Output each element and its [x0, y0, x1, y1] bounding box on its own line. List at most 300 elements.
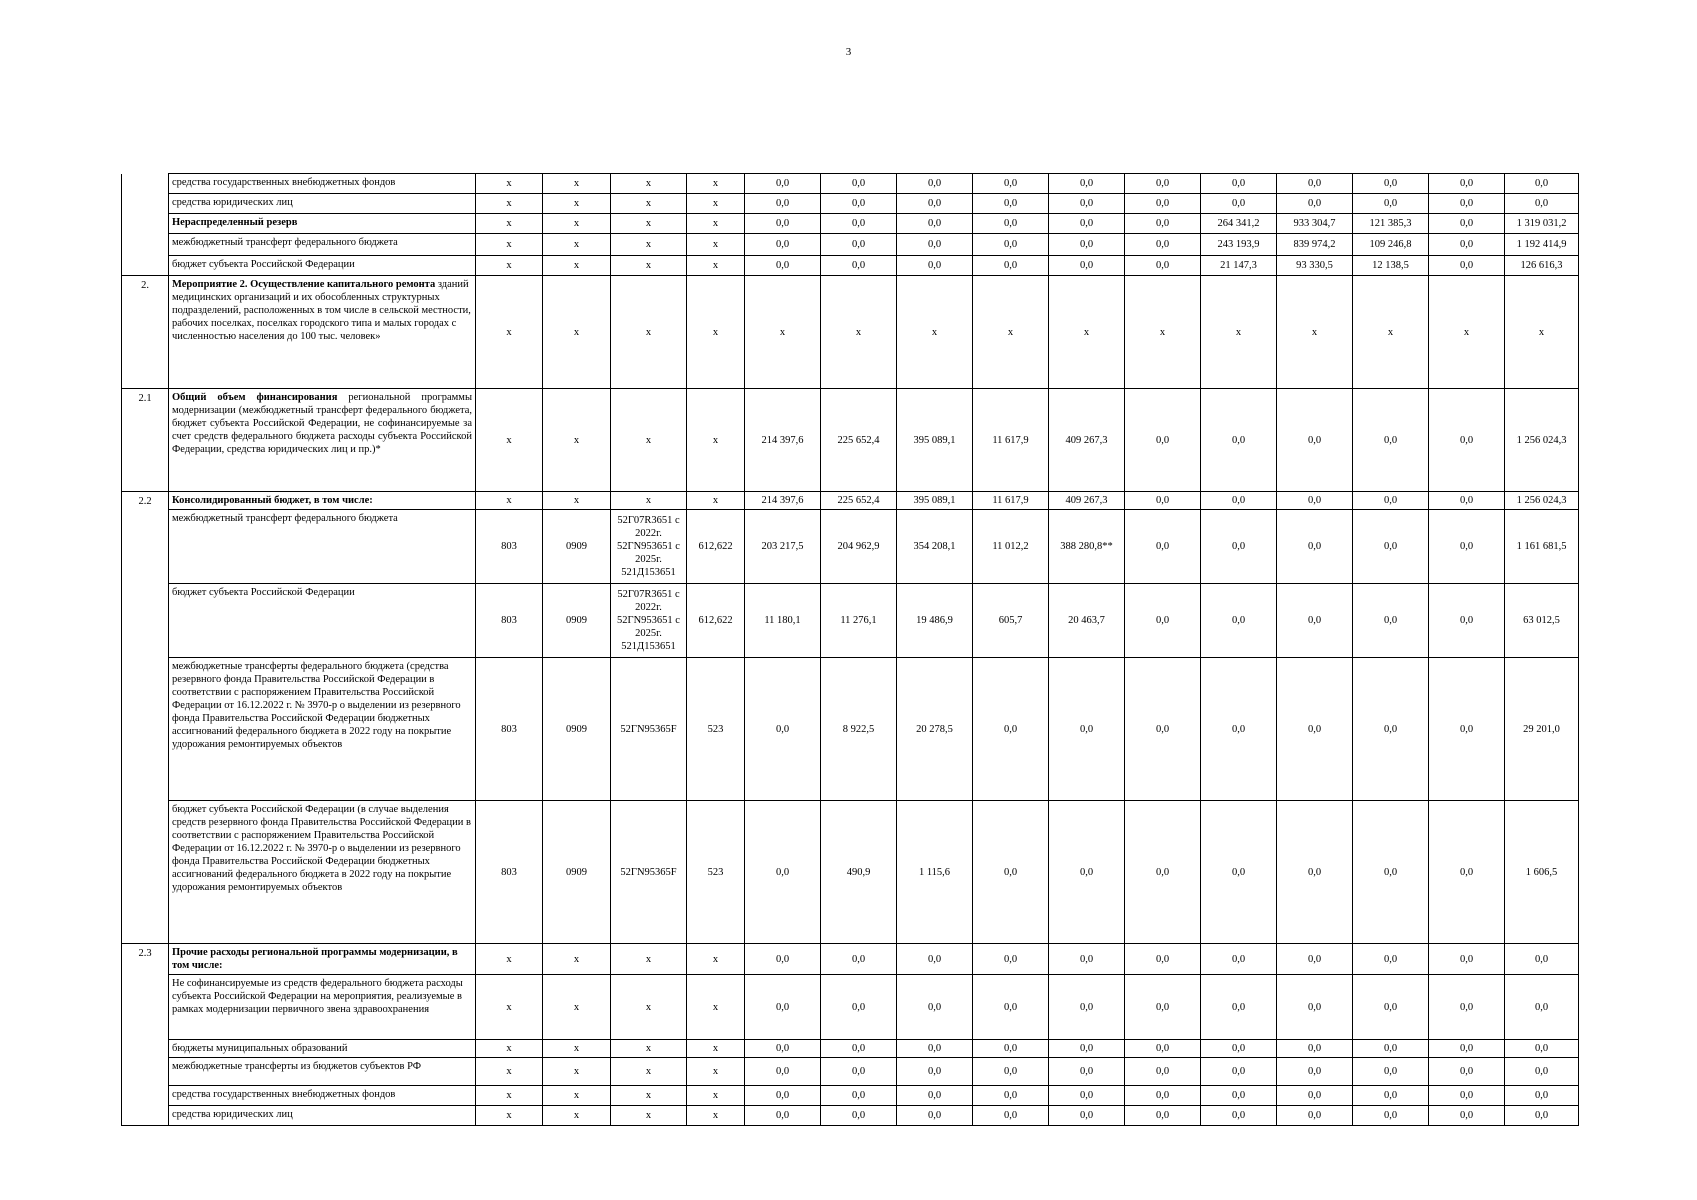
- row-description-cell: [169, 944, 476, 975]
- row-number-cell: [122, 194, 169, 214]
- row-description-cell: [169, 194, 476, 214]
- kcsr-code-cell: x: [611, 256, 687, 276]
- gr-code-cell: x: [476, 1058, 543, 1086]
- gr-code-cell: x: [476, 975, 543, 1040]
- year-value-cell: 0,0: [745, 234, 821, 256]
- row-description-text: бюджет субъекта Российской Федерации: [172, 587, 355, 598]
- year-value-cell: 0,0: [821, 1086, 897, 1106]
- row-description-cell: [169, 584, 476, 658]
- year-value-cell: 0,0: [745, 1106, 821, 1126]
- row-title-bold: Общий объем финансирования: [172, 392, 338, 403]
- year-value-cell: 0,0: [1429, 584, 1505, 658]
- year-value-cell: 0,0: [1125, 1106, 1201, 1126]
- row-description-cell: [169, 1106, 476, 1126]
- year-value-cell: 0,0: [745, 1086, 821, 1106]
- row-description-text: средства государственных внебюджетных фондов: [172, 1089, 396, 1100]
- year-value-cell: 0,0: [1429, 975, 1505, 1040]
- year-value-cell: x: [1125, 276, 1201, 389]
- year-value-cell: 0,0: [1125, 658, 1201, 801]
- year-value-cell: x: [897, 276, 973, 389]
- year-value-cell: 0,0: [745, 174, 821, 194]
- year-value-cell: 0,0: [973, 194, 1049, 214]
- row-number-cell: [122, 214, 169, 234]
- row-description-cell: [169, 1086, 476, 1106]
- row-number-cell: 2.: [122, 276, 169, 389]
- year-value-cell: 0,0: [1353, 389, 1429, 492]
- year-value-cell: 0,0: [1277, 1058, 1353, 1086]
- year-value-cell: 0,0: [745, 214, 821, 234]
- year-value-cell: x: [1277, 276, 1353, 389]
- year-value-cell: 0,0: [1353, 1040, 1429, 1058]
- year-value-cell: 12 138,5: [1353, 256, 1429, 276]
- gr-code-cell: x: [476, 194, 543, 214]
- row-number-cell: [122, 510, 169, 584]
- year-value-cell: 354 208,1: [897, 510, 973, 584]
- year-value-cell: 933 304,7: [1277, 214, 1353, 234]
- row-title-bold: Консолидированный бюджет, в том числе:: [172, 495, 373, 506]
- year-value-cell: 0,0: [897, 174, 973, 194]
- row-description-text: межбюджетный трансферт федерального бюджета: [172, 237, 398, 248]
- row-title-bold: Нераспределенный резерв: [172, 217, 298, 228]
- year-value-cell: 0,0: [973, 256, 1049, 276]
- year-value-cell: 0,0: [1429, 1086, 1505, 1106]
- year-value-cell: 11 180,1: [745, 584, 821, 658]
- year-value-cell: 225 652,4: [821, 492, 897, 510]
- year-value-cell: 214 397,6: [745, 492, 821, 510]
- row-description-text: межбюджетные трансферты из бюджетов субъектов РФ: [172, 1061, 422, 1072]
- kcsr-code-cell: x: [611, 234, 687, 256]
- row-description-cell: [169, 234, 476, 256]
- row-description-cell: [169, 510, 476, 584]
- table-row: [122, 194, 1579, 214]
- year-value-cell: 0,0: [897, 1058, 973, 1086]
- year-value-cell: 0,0: [1277, 1106, 1353, 1126]
- total-value-cell: 1 606,5: [1505, 801, 1579, 944]
- gr-code-cell: x: [476, 944, 543, 975]
- year-value-cell: 0,0: [1429, 256, 1505, 276]
- year-value-cell: 0,0: [1353, 1086, 1429, 1106]
- year-value-cell: 0,0: [973, 944, 1049, 975]
- year-value-cell: 0,0: [821, 256, 897, 276]
- section-code-cell: x: [543, 234, 611, 256]
- section-code-cell: x: [543, 1040, 611, 1058]
- section-code-cell: 0909: [543, 658, 611, 801]
- year-value-cell: 0,0: [1353, 1058, 1429, 1086]
- row-description-text: средства юридических лиц: [172, 1109, 293, 1120]
- row-description-cell: [169, 214, 476, 234]
- year-value-cell: 0,0: [1125, 1086, 1201, 1106]
- section-code-cell: x: [543, 194, 611, 214]
- year-value-cell: 0,0: [745, 256, 821, 276]
- table-row: [122, 801, 1579, 944]
- year-value-cell: 0,0: [1125, 1040, 1201, 1058]
- kcsr-code-cell: x: [611, 174, 687, 194]
- year-value-cell: 0,0: [1429, 1058, 1505, 1086]
- kcsr-code-cell: x: [611, 975, 687, 1040]
- year-value-cell: 0,0: [1125, 214, 1201, 234]
- year-value-cell: 0,0: [821, 1106, 897, 1126]
- year-value-cell: 490,9: [821, 801, 897, 944]
- vr-code-cell: x: [687, 1040, 745, 1058]
- year-value-cell: 388 280,8**: [1049, 510, 1125, 584]
- row-description-cell: [169, 256, 476, 276]
- year-value-cell: 0,0: [897, 234, 973, 256]
- year-value-cell: 21 147,3: [1201, 256, 1277, 276]
- year-value-cell: 605,7: [973, 584, 1049, 658]
- gr-code-cell: x: [476, 1106, 543, 1126]
- gr-code-cell: x: [476, 256, 543, 276]
- section-code-cell: x: [543, 276, 611, 389]
- row-number-cell: 2.1: [122, 389, 169, 492]
- year-value-cell: 0,0: [1049, 1058, 1125, 1086]
- year-value-cell: 0,0: [1201, 1086, 1277, 1106]
- row-number-cell: [122, 1058, 169, 1086]
- vr-code-cell: x: [687, 975, 745, 1040]
- year-value-cell: 0,0: [1201, 584, 1277, 658]
- year-value-cell: 0,0: [1201, 510, 1277, 584]
- year-value-cell: 0,0: [745, 944, 821, 975]
- vr-code-cell: x: [687, 194, 745, 214]
- row-title-bold: Прочие расходы региональной программы модернизации, в том числе:: [172, 947, 458, 971]
- year-value-cell: 0,0: [1429, 174, 1505, 194]
- page-number: 3: [845, 46, 852, 58]
- row-title-bold: Мероприятие 2. Осуществление капитального ремонта: [172, 279, 436, 290]
- row-description-cell: [169, 801, 476, 944]
- gr-code-cell: 803: [476, 510, 543, 584]
- year-value-cell: 0,0: [973, 1106, 1049, 1126]
- row-description-text: бюджет субъекта Российской Федерации (в случае выделения средств резервного фонда Правительства Российской Федерации в соответствии с распоряжением Правительства Российской Федерации от 16.12.2022 г. № 3970-р о выделении из резервного фонда Правительства Российской Федерации бюджетных ассигнований федерального бюджета в 2022 году на покрытие удорожания ремонтируемых объектов: [172, 804, 471, 893]
- year-value-cell: 0,0: [745, 801, 821, 944]
- year-value-cell: 0,0: [1049, 1086, 1125, 1106]
- table-row: [122, 234, 1579, 256]
- year-value-cell: 395 089,1: [897, 492, 973, 510]
- year-value-cell: 0,0: [1125, 801, 1201, 944]
- total-value-cell: x: [1505, 276, 1579, 389]
- vr-code-cell: x: [687, 389, 745, 492]
- year-value-cell: 839 974,2: [1277, 234, 1353, 256]
- year-value-cell: 0,0: [1201, 1106, 1277, 1126]
- year-value-cell: 0,0: [821, 194, 897, 214]
- vr-code-cell: x: [687, 1106, 745, 1126]
- kcsr-code-cell: x: [611, 492, 687, 510]
- year-value-cell: 0,0: [897, 1040, 973, 1058]
- vr-code-cell: x: [687, 256, 745, 276]
- gr-code-cell: x: [476, 389, 543, 492]
- section-code-cell: 0909: [543, 584, 611, 658]
- table-row: [122, 510, 1579, 584]
- row-description-cell: [169, 1058, 476, 1086]
- year-value-cell: 0,0: [1201, 174, 1277, 194]
- kcsr-code-cell: x: [611, 1040, 687, 1058]
- row-number-cell: [122, 801, 169, 944]
- kcsr-code-cell: x: [611, 389, 687, 492]
- kcsr-code-cell: 52ГN95365F: [611, 801, 687, 944]
- total-value-cell: 0,0: [1505, 174, 1579, 194]
- year-value-cell: 121 385,3: [1353, 214, 1429, 234]
- gr-code-cell: x: [476, 214, 543, 234]
- gr-code-cell: x: [476, 276, 543, 389]
- year-value-cell: 0,0: [1429, 510, 1505, 584]
- table-row: [122, 1106, 1579, 1126]
- total-value-cell: 1 256 024,3: [1505, 492, 1579, 510]
- year-value-cell: 0,0: [821, 174, 897, 194]
- kcsr-code-cell: x: [611, 276, 687, 389]
- year-value-cell: 109 246,8: [1353, 234, 1429, 256]
- year-value-cell: 11 617,9: [973, 492, 1049, 510]
- year-value-cell: 0,0: [1429, 214, 1505, 234]
- year-value-cell: 409 267,3: [1049, 492, 1125, 510]
- section-code-cell: x: [543, 1106, 611, 1126]
- year-value-cell: 0,0: [1125, 1058, 1201, 1086]
- year-value-cell: 0,0: [897, 214, 973, 234]
- gr-code-cell: 803: [476, 584, 543, 658]
- year-value-cell: 225 652,4: [821, 389, 897, 492]
- year-value-cell: 0,0: [897, 1086, 973, 1106]
- year-value-cell: 1 115,6: [897, 801, 973, 944]
- total-value-cell: 0,0: [1505, 1058, 1579, 1086]
- year-value-cell: 0,0: [1353, 801, 1429, 944]
- year-value-cell: 0,0: [821, 234, 897, 256]
- section-code-cell: x: [543, 389, 611, 492]
- table-row: [122, 174, 1579, 194]
- row-description-text: средства государственных внебюджетных фондов: [172, 177, 396, 188]
- year-value-cell: 0,0: [1201, 975, 1277, 1040]
- section-code-cell: x: [543, 1086, 611, 1106]
- total-value-cell: 1 192 414,9: [1505, 234, 1579, 256]
- table-row: [122, 492, 1579, 510]
- year-value-cell: x: [1353, 276, 1429, 389]
- year-value-cell: 0,0: [1353, 584, 1429, 658]
- table-row: [122, 944, 1579, 975]
- year-value-cell: 0,0: [1353, 1106, 1429, 1126]
- table-row: [122, 276, 1579, 389]
- year-value-cell: 0,0: [1277, 801, 1353, 944]
- vr-code-cell: x: [687, 1058, 745, 1086]
- row-number-cell: [122, 1086, 169, 1106]
- row-description-text: средства юридических лиц: [172, 197, 293, 208]
- year-value-cell: 0,0: [1201, 658, 1277, 801]
- vr-code-cell: x: [687, 214, 745, 234]
- row-number-cell: [122, 234, 169, 256]
- year-value-cell: 11 012,2: [973, 510, 1049, 584]
- year-value-cell: 0,0: [1353, 492, 1429, 510]
- kcsr-code-cell: x: [611, 1086, 687, 1106]
- year-value-cell: 0,0: [1429, 194, 1505, 214]
- year-value-cell: 0,0: [1429, 389, 1505, 492]
- row-description-text: зданий медицинских организаций и их обособленных структурных подразделений, расположенных в том числе в сельской местности, рабочих поселках, поселках городского типа и малых городах с численностью населения до 100 тыс. человек»: [172, 279, 471, 342]
- kcsr-code-cell: x: [611, 1058, 687, 1086]
- year-value-cell: 0,0: [821, 1040, 897, 1058]
- year-value-cell: x: [821, 276, 897, 389]
- vr-code-cell: 612,622: [687, 584, 745, 658]
- total-value-cell: 126 616,3: [1505, 256, 1579, 276]
- year-value-cell: 0,0: [745, 1058, 821, 1086]
- year-value-cell: 0,0: [1049, 234, 1125, 256]
- row-number-cell: [122, 174, 169, 194]
- year-value-cell: x: [1429, 276, 1505, 389]
- year-value-cell: 93 330,5: [1277, 256, 1353, 276]
- year-value-cell: 0,0: [1049, 801, 1125, 944]
- table-row: [122, 256, 1579, 276]
- year-value-cell: 0,0: [1429, 492, 1505, 510]
- year-value-cell: x: [745, 276, 821, 389]
- year-value-cell: 0,0: [745, 975, 821, 1040]
- year-value-cell: 0,0: [821, 214, 897, 234]
- year-value-cell: 409 267,3: [1049, 389, 1125, 492]
- year-value-cell: 0,0: [1049, 214, 1125, 234]
- year-value-cell: 0,0: [1277, 194, 1353, 214]
- year-value-cell: 19 486,9: [897, 584, 973, 658]
- section-code-cell: 0909: [543, 801, 611, 944]
- year-value-cell: 0,0: [821, 1058, 897, 1086]
- year-value-cell: 0,0: [1049, 174, 1125, 194]
- row-number-cell: [122, 256, 169, 276]
- table-row: [122, 975, 1579, 1040]
- year-value-cell: 0,0: [1277, 174, 1353, 194]
- year-value-cell: 0,0: [1277, 975, 1353, 1040]
- gr-code-cell: x: [476, 174, 543, 194]
- row-number-cell: 2.3: [122, 944, 169, 975]
- year-value-cell: 11 276,1: [821, 584, 897, 658]
- gr-code-cell: x: [476, 1040, 543, 1058]
- row-description-cell: [169, 389, 476, 492]
- gr-code-cell: 803: [476, 801, 543, 944]
- year-value-cell: 0,0: [897, 256, 973, 276]
- row-number-cell: [122, 1106, 169, 1126]
- row-number-cell: 2.2: [122, 492, 169, 510]
- year-value-cell: 0,0: [1429, 801, 1505, 944]
- total-value-cell: 0,0: [1505, 1106, 1579, 1126]
- kcsr-code-cell: 52Г07R3651 с 2022г. 52ГN953651 с 2025г. 521Д153651: [611, 510, 687, 584]
- year-value-cell: 0,0: [973, 1040, 1049, 1058]
- year-value-cell: 0,0: [1049, 975, 1125, 1040]
- section-code-cell: x: [543, 944, 611, 975]
- year-value-cell: 0,0: [1353, 944, 1429, 975]
- year-value-cell: 0,0: [1201, 944, 1277, 975]
- year-value-cell: 0,0: [1049, 194, 1125, 214]
- row-description-text: бюджеты муниципальных образований: [172, 1043, 348, 1054]
- year-value-cell: 0,0: [1125, 194, 1201, 214]
- table-row: [122, 1040, 1579, 1058]
- row-number-cell: [122, 975, 169, 1040]
- year-value-cell: 0,0: [745, 194, 821, 214]
- total-value-cell: 0,0: [1505, 1086, 1579, 1106]
- gr-code-cell: x: [476, 492, 543, 510]
- year-value-cell: 0,0: [1429, 1106, 1505, 1126]
- kcsr-code-cell: 52ГN95365F: [611, 658, 687, 801]
- total-value-cell: 1 256 024,3: [1505, 389, 1579, 492]
- section-code-cell: 0909: [543, 510, 611, 584]
- vr-code-cell: 523: [687, 801, 745, 944]
- row-description-cell: [169, 658, 476, 801]
- year-value-cell: 395 089,1: [897, 389, 973, 492]
- row-description-text: региональной программы модернизации (межбюджетный трансферт федерального бюджета, бюджет субъекта Российской Федерации, не софинансируемые за счет средств федерального бюджета расходы субъекта Российской Федерации, средства юридических лиц и пр.)*: [172, 392, 472, 455]
- year-value-cell: 0,0: [973, 658, 1049, 801]
- section-code-cell: x: [543, 174, 611, 194]
- row-description-text: межбюджетный трансферт федерального бюджета: [172, 513, 398, 524]
- row-description-text: межбюджетные трансферты федерального бюджета (средства резервного фонда Правительства Российской Федерации в соответствии с распоряжением Правительства Российской Федерации от 16.12.2022 г. № 3970-р о выделении из резервного фонда Правительства Российской Федерации бюджетных ассигнований федерального бюджета в 2022 году на покрытие удорожания ремонтируемых объектов: [172, 661, 461, 750]
- total-value-cell: 63 012,5: [1505, 584, 1579, 658]
- year-value-cell: 0,0: [821, 944, 897, 975]
- year-value-cell: 0,0: [1125, 256, 1201, 276]
- section-code-cell: x: [543, 214, 611, 234]
- kcsr-code-cell: x: [611, 214, 687, 234]
- year-value-cell: 0,0: [1125, 174, 1201, 194]
- year-value-cell: 0,0: [745, 658, 821, 801]
- table-row: [122, 389, 1579, 492]
- section-code-cell: x: [543, 492, 611, 510]
- vr-code-cell: x: [687, 234, 745, 256]
- table-row: [122, 658, 1579, 801]
- section-code-cell: x: [543, 1058, 611, 1086]
- year-value-cell: x: [1201, 276, 1277, 389]
- year-value-cell: 0,0: [1125, 510, 1201, 584]
- year-value-cell: 0,0: [1277, 510, 1353, 584]
- year-value-cell: 0,0: [1277, 492, 1353, 510]
- year-value-cell: 0,0: [1353, 975, 1429, 1040]
- total-value-cell: 0,0: [1505, 975, 1579, 1040]
- year-value-cell: 0,0: [1353, 658, 1429, 801]
- row-number-cell: [122, 658, 169, 801]
- year-value-cell: 0,0: [1353, 510, 1429, 584]
- year-value-cell: 0,0: [897, 944, 973, 975]
- year-value-cell: 0,0: [1125, 975, 1201, 1040]
- vr-code-cell: x: [687, 492, 745, 510]
- year-value-cell: 0,0: [973, 1058, 1049, 1086]
- year-value-cell: x: [1049, 276, 1125, 389]
- year-value-cell: 204 962,9: [821, 510, 897, 584]
- year-value-cell: 0,0: [821, 975, 897, 1040]
- gr-code-cell: 803: [476, 658, 543, 801]
- year-value-cell: 0,0: [1125, 234, 1201, 256]
- year-value-cell: 0,0: [1201, 194, 1277, 214]
- year-value-cell: 0,0: [1201, 801, 1277, 944]
- table-row: [122, 1058, 1579, 1086]
- table-row: [122, 584, 1579, 658]
- year-value-cell: 0,0: [1277, 658, 1353, 801]
- year-value-cell: 0,0: [897, 975, 973, 1040]
- vr-code-cell: 612,622: [687, 510, 745, 584]
- vr-code-cell: x: [687, 944, 745, 975]
- year-value-cell: 0,0: [1277, 389, 1353, 492]
- row-description-cell: [169, 975, 476, 1040]
- kcsr-code-cell: x: [611, 944, 687, 975]
- row-description-cell: [169, 492, 476, 510]
- year-value-cell: 0,0: [745, 1040, 821, 1058]
- year-value-cell: 20 463,7: [1049, 584, 1125, 658]
- year-value-cell: 0,0: [973, 801, 1049, 944]
- year-value-cell: 0,0: [1277, 944, 1353, 975]
- year-value-cell: 0,0: [1353, 194, 1429, 214]
- year-value-cell: 0,0: [1429, 1040, 1505, 1058]
- year-value-cell: 0,0: [1277, 584, 1353, 658]
- year-value-cell: 0,0: [973, 234, 1049, 256]
- year-value-cell: 0,0: [1429, 658, 1505, 801]
- gr-code-cell: x: [476, 1086, 543, 1106]
- year-value-cell: 0,0: [1125, 584, 1201, 658]
- year-value-cell: 0,0: [973, 975, 1049, 1040]
- year-value-cell: 0,0: [973, 174, 1049, 194]
- year-value-cell: 0,0: [1429, 234, 1505, 256]
- year-value-cell: 0,0: [1277, 1086, 1353, 1106]
- year-value-cell: 0,0: [1353, 174, 1429, 194]
- total-value-cell: 0,0: [1505, 194, 1579, 214]
- vr-code-cell: x: [687, 174, 745, 194]
- year-value-cell: 0,0: [1429, 944, 1505, 975]
- row-description-cell: [169, 174, 476, 194]
- row-description-cell: [169, 1040, 476, 1058]
- year-value-cell: 0,0: [1201, 1040, 1277, 1058]
